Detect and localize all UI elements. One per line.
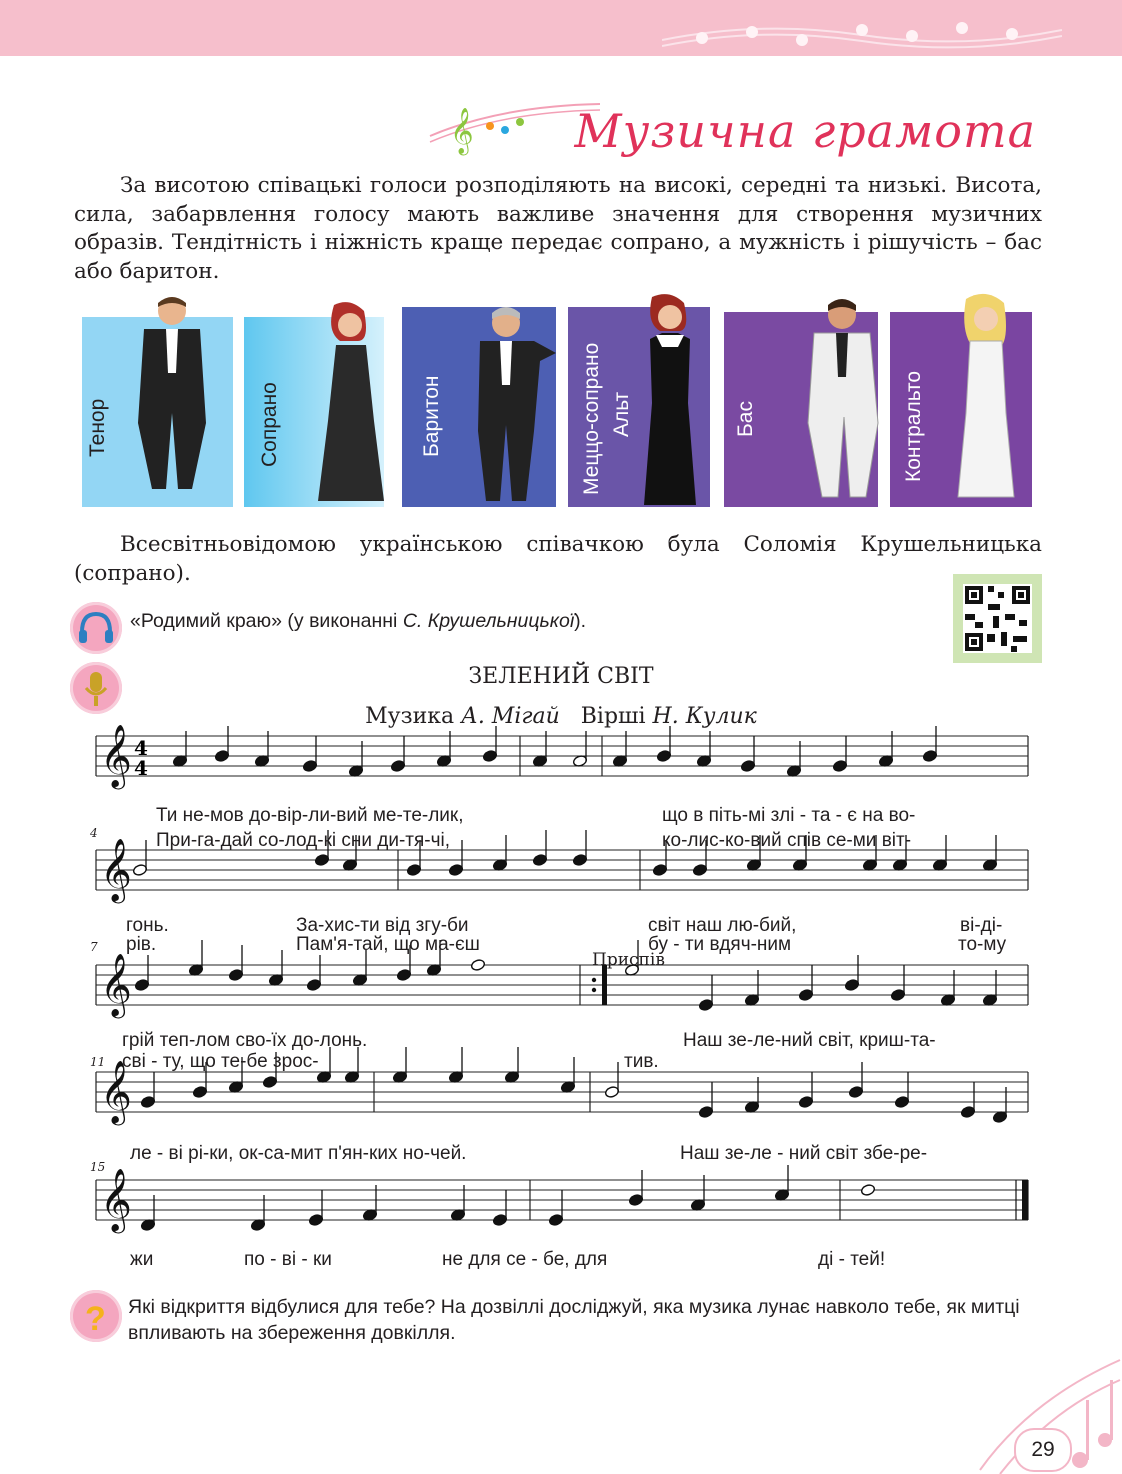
listen-performer: С. Крушельницької [402, 610, 575, 632]
lyric-line: жи [130, 1249, 154, 1270]
page-number: 29 [1014, 1428, 1072, 1472]
lyric-line: світ наш лю-бий, [648, 915, 797, 936]
lyric-line: ле - ві рі-ки, ок-са-мит п'ян-ких но-чей. [130, 1143, 467, 1164]
lyric-line: гонь. [126, 915, 169, 936]
measure-number: 11 [90, 1055, 106, 1069]
lyric-line: Наш зе-ле-ний світ, криш-та- [683, 1030, 936, 1051]
svg-text:𝄞: 𝄞 [100, 953, 132, 1016]
question-icon [70, 1290, 122, 1342]
voice-panel-bass: Бас [724, 312, 878, 507]
voice-panel-tenor: Тенор [82, 317, 233, 507]
song-title: ЗЕЛЕНИЙ СВІТ [468, 664, 654, 689]
lyric-line: Пам'я-тай, що ма-єш [296, 934, 480, 955]
measure-number: 4 [90, 826, 98, 840]
lyric-line: Наш зе-ле - ний світ збе-ре- [680, 1143, 928, 1164]
voice-panel-mezzo-alto: Меццо-сопрано Альт [568, 307, 710, 507]
famous-singer-text: Всесвітньовідомою українською співачкою була Соломія Крушельницька (сопрано). [74, 532, 1042, 586]
measure-number: 15 [90, 1160, 106, 1174]
lyric-line: тив. [624, 1051, 659, 1072]
composer: А. Мігай [461, 704, 560, 729]
svg-text:4: 4 [134, 736, 148, 760]
lyric-line: При-га-дай со-лод-кі сни ди-тя-чі, [156, 830, 451, 851]
chorus-label: Приспів [592, 950, 665, 970]
svg-text:?: ? [85, 1300, 106, 1338]
intro-text: За висотою співацькі голоси розподіляють на високі, середні та низькі. Висота, сила, забарвлення голосу мають важливе значення для створення музичних образів. Тендітність і ніжність краще передає сопрано, а мужність і рішучість – бас або баритон. [74, 173, 1042, 284]
lyric-line: ді - тей! [818, 1249, 886, 1270]
question-text: Які відкриття відбулися для тебе? На дозвіллі досліджуй, яка музика лунає навколо тебе, як митці впливають на збереження довкілля. [128, 1296, 1020, 1344]
listen-title: «Родимий краю» [130, 610, 282, 632]
svg-text:𝄞: 𝄞 [100, 1168, 132, 1231]
voice-panel-soprano: Сопрано [244, 317, 384, 507]
lyric-line: рів. [126, 934, 157, 955]
lyric-line: не для се - бе, для [442, 1249, 608, 1270]
lyric-line: сві - ту, що те-бе зрос- [122, 1051, 319, 1072]
svg-text:𝄞: 𝄞 [100, 1060, 132, 1123]
lyric-line: грій теп-лом сво-їх до-лонь. [122, 1030, 368, 1051]
svg-text:𝄞: 𝄞 [100, 838, 132, 901]
lyricist: Н. Кулик [652, 704, 757, 729]
lyric-line: Ти не-мов до-вір-ли-вий ме-те-лик, [156, 805, 464, 826]
lyric-line: по - ві - ки [244, 1249, 332, 1270]
lyric-line: ві-ді- [960, 915, 1003, 936]
section-title: Музична грамота [574, 104, 1036, 158]
lyric-line: ко-лис-ко-вий спів се-ми віт- [662, 830, 912, 851]
lyric-line: бу - ти вдяч-ним [648, 934, 792, 955]
listen-item: «Родимий краю» (у виконанні С. Крушельницької). [130, 610, 587, 632]
voice-panel-contralto: Контральто [890, 312, 1032, 507]
lyric-line: За-хис-ти від згу-би [296, 915, 469, 936]
measure-number: 7 [90, 940, 98, 954]
song-credits: Музика А. Мігай Вірші Н. Кулик [365, 704, 757, 729]
svg-text:𝄞: 𝄞 [450, 108, 474, 154]
voice-panel-baritone: Баритон [402, 307, 556, 507]
lyric-line: то-му [958, 934, 1007, 955]
svg-text:𝄞: 𝄞 [100, 724, 132, 787]
lyric-line: що в піть-мі злі - та - є на во- [662, 805, 916, 826]
svg-text:4: 4 [134, 756, 148, 780]
